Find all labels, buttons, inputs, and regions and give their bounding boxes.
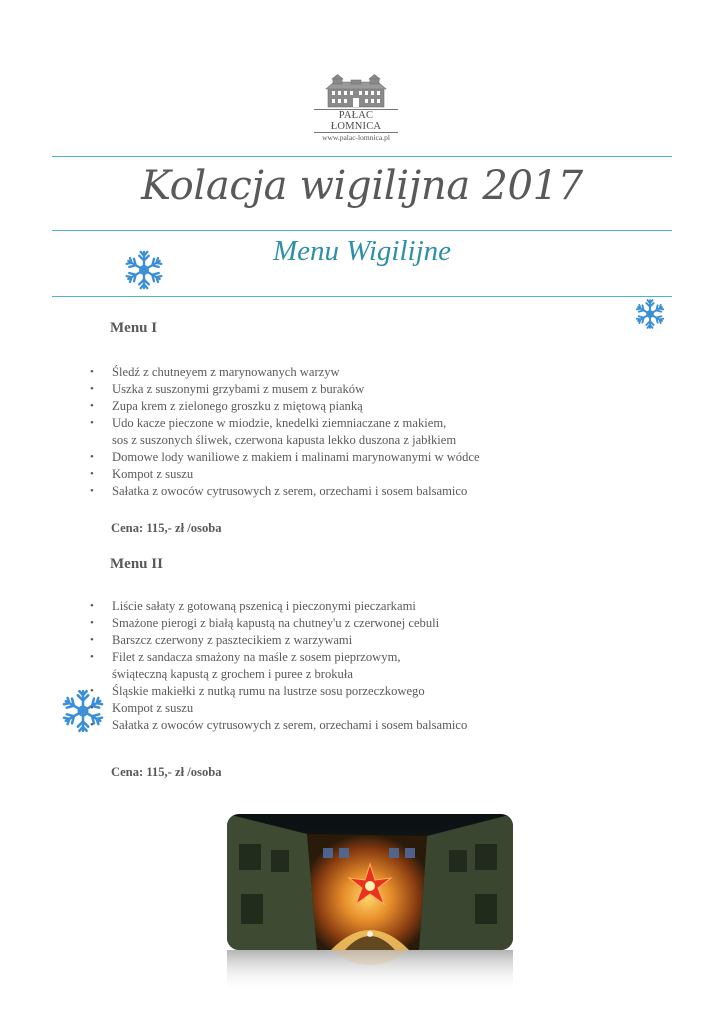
dish-item — [90, 398, 480, 415]
dish-text: • Sałatka z owoców cytrusowych z serem, orzechami i sosem balsamico — [112, 484, 468, 498]
dish-text: • Kompot z suszu — [112, 467, 194, 481]
dish-text: • Liście sałaty z gotowaną pszenicą i pieczonymi pieczarkami — [112, 599, 416, 613]
page-subtitle: Menu Wigilijne — [273, 235, 451, 267]
palace-logo — [308, 74, 404, 142]
dish-text: • Sałatka z owoców cytrusowych z serem, orzechami i sosem balsamico — [112, 718, 468, 732]
dish-text: świąteczną kapustą z grochem i puree z brokuła — [112, 667, 353, 681]
logo-brand-text: PAŁAC ŁOMNICA — [314, 109, 398, 133]
palace-entrance-photo — [227, 814, 513, 950]
dish-text: sos z suszonych śliwek, czerwona kapusta lekko duszona z jabłkiem — [112, 433, 457, 447]
dish-item — [90, 700, 467, 717]
dish-item — [90, 483, 480, 500]
dish-text: • Barszcz czerwony z pasztecikiem z warzywami — [112, 633, 353, 647]
dish-text: • Uszka z suszonymi grzybami z musem z buraków — [112, 382, 365, 396]
logo-url-text: www.palac-lomnica.pl — [322, 133, 390, 142]
dish-item — [90, 449, 480, 466]
dish-text: • Śląskie makiełki z nutką rumu na lustrze sosu porzeczkowego — [112, 684, 425, 698]
dish-item — [90, 649, 467, 683]
menu-2-dish-list — [90, 598, 467, 734]
snowflake-icon — [122, 249, 166, 291]
menu-2-price: Cena: 115,- zł /osoba — [111, 765, 222, 779]
dish-item — [90, 381, 480, 398]
page-title: Kolacja wigilijna 2017 — [141, 163, 583, 209]
menu-1-heading: Menu I — [110, 320, 158, 336]
dish-item — [90, 466, 480, 483]
dish-item — [90, 683, 467, 700]
dish-item — [90, 717, 467, 734]
dish-text: • Śledź z chutneyem z marynowanych warzyw — [112, 365, 340, 379]
menu-1-price: Cena: 115,- zł /osoba — [111, 521, 222, 535]
dish-item — [90, 364, 480, 381]
menu-1-dish-list — [90, 364, 480, 500]
palace-logo-icon — [324, 74, 388, 108]
top-divider — [52, 156, 672, 157]
snowflake-icon — [633, 298, 667, 330]
dish-text: • Domowe lody waniliowe z makiem i malinami marynowanymi w wódce — [112, 450, 480, 464]
dish-text: • Zupa krem z zielonego groszku z miętową pianką — [112, 399, 363, 413]
dish-text: • Filet z sandacza smażony na maśle z sosem pieprzowym, — [112, 650, 401, 664]
bottom-divider — [52, 296, 672, 297]
dish-text: • Smażone pierogi z białą kapustą na chutney'u z czerwonej cebuli — [112, 616, 440, 630]
dish-text: • Udo kacze pieczone w miodzie, knedelki ziemniaczane z makiem, — [112, 416, 447, 430]
dish-item — [90, 615, 467, 632]
photo-reflection — [227, 950, 513, 992]
dish-text: • Kompot z suszu — [112, 701, 194, 715]
dish-item — [90, 632, 467, 649]
middle-divider — [52, 230, 672, 231]
dish-item — [90, 598, 467, 615]
menu-2-heading: Menu II — [110, 556, 163, 572]
dish-item — [90, 415, 480, 449]
